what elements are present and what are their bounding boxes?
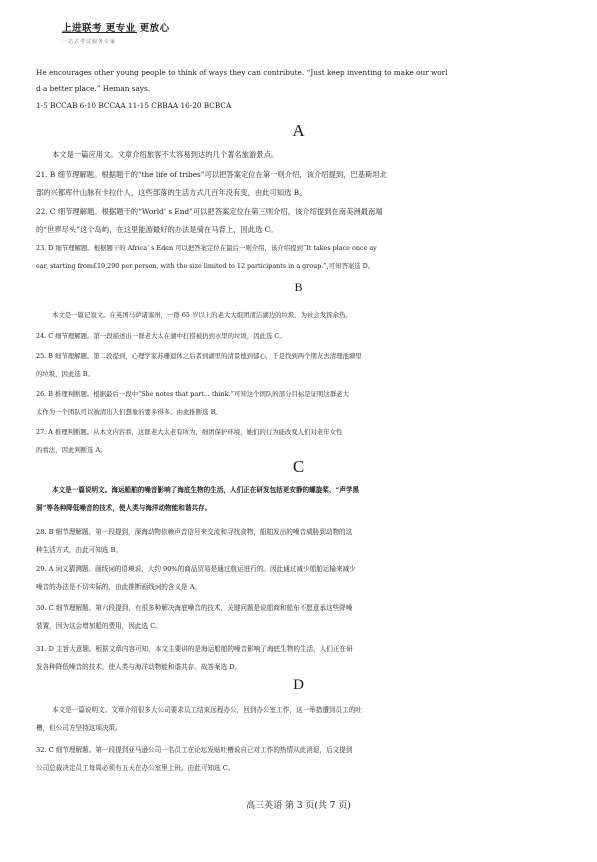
answer-line: 30. C 细节理解题。第六段提到，有很多种解决海底噪音的技术，关键问题是说船商和船东不愿意承这些降噪 <box>36 604 353 612</box>
section-summary: 本文是一篇说明文。文章介绍很多大公司要求员工结束远程办公，回到办公室工作，这一举措遭到员工的吐 <box>52 706 362 714</box>
answer-line: 26. B 推理判断题。根据最后一段中“She notes that part... think.”可知这个团队的部分目标是证明这群老大 <box>36 390 349 398</box>
answer-line: 部的兴都库什山脉有卡拉什人，这些部落的生活方式几百年没有变，由此可知选 B。 <box>36 188 307 197</box>
answer-line: 32. C 细节理解题。第一段提到亚马逊公司一名员工在论坛发贴吐槽说自己对工作的热情从此消退，后文提到 <box>36 746 353 754</box>
answer-line: 噪音的办法是不切实际的，由此推断画线词的含义是 A。 <box>36 583 202 591</box>
section-summary: 本文是一篇说明文。海运船舶的噪音影响了海底生物的生活，人们正在研发包括更安静的螺旋桨、“声学黑 <box>52 486 360 494</box>
answer-line: 太作为一个团队可以被清出人们想象的要多得多。由此推断选 B。 <box>36 408 222 416</box>
answer-line: 29. A 词义猜测题。画线词的语境说，大约 90%的商品贸易是通过航运进行的。因此通过减少船舶运输来减少 <box>36 565 356 573</box>
section-summary: 洞”等各种降低噪音的技术，使人类与海洋动物能和谐共存。 <box>36 504 212 512</box>
section-summary: 本文是一篇记叙文。在英国马萨诸塞州，一群 65 岁以上的老大大组团清洁湖边的垃圾，为社会发挥余热。 <box>52 311 352 319</box>
section-summary: 槽，但公司方坚持这项决策。 <box>36 724 122 732</box>
header-rule <box>62 32 137 33</box>
answer-line: ear, starting from£19,290 per person, with the size limited to 12 participants in a group.”,可知答案选 D。 <box>36 262 375 270</box>
answer-line: 装置，因为这会增加船的费用，因此选 C。 <box>36 622 162 630</box>
answer-line: 21. B 细节理解题。根据题干的“the life of tribes”可以把答案定位在第一则介绍，该介绍提到，巴基斯坦北 <box>36 170 387 179</box>
page-footer: 高三英语 第 3 页(共 7 页) <box>246 801 351 811</box>
answer-line: 28. B 细节理解题。第一段提到，深海动物依赖声音信号来交流和寻找食物，船舶发出的噪音威胁到动物的这 <box>36 528 353 536</box>
header-subtitle: 一站式考试服务专家 <box>62 39 117 45</box>
answer-line: 25. B 细节理解题。第二段提到，心理学家苏珊退休之后者到湖里的清景德到郁心，于是找到两个朋友去清理池塘里 <box>36 352 362 360</box>
answer-line: 种生活方式，由此可知选 B。 <box>36 546 123 554</box>
answer-line: 的看法，因此判断选 A。 <box>36 446 107 454</box>
answer-line: 23. D 细节理解题。根据题干的 Africa’ s Eden 可以把答案定位在最后一则介绍，该介绍提到“It takes place once ay <box>36 244 377 252</box>
header-title: 上进联考 更专业 更放心 <box>62 23 170 34</box>
intro-line: d a better place.” Heman says. <box>36 84 151 93</box>
section-heading-c: C <box>292 457 305 476</box>
section-summary: 本文是一篇应用文。文章介绍旅客不太容易到达的几个著名旅游景点。 <box>52 150 279 159</box>
answer-line: 的垃圾，因此选 B。 <box>36 370 94 378</box>
answer-line: 31. D 主旨大意题。根据文章内容可知，本文主要讲的是海运船舶的噪音影响了海底生物的生活，人们正在研 <box>36 645 353 653</box>
answer-line: 发各种降低噪音的技术，使人类与海洋动物能和谐共存。故答案选 D。 <box>36 663 242 671</box>
answer-line: 27. A 推理判断题。从本文内容看，这群老大太老有所为，细团保护环境，她们的行为能改变人们对老年女性 <box>36 428 343 436</box>
section-heading-d: D <box>293 677 304 693</box>
section-heading-b: B <box>294 280 303 294</box>
intro-line: He encourages other young people to think of ways they can contribute. “Just keep inventing to make our worl <box>36 68 448 77</box>
section-heading-a: A <box>292 121 305 140</box>
answer-line: 24. C 细节理解题。第一段描述出一群老大太在湖中打捞被扔到水里的垃圾，因此选 C。 <box>36 332 286 340</box>
answer-line: 公司总裁决定员工每周必须有五天在办公室里上班。由此可知选 C。 <box>36 764 235 772</box>
answer-line: 22. C 细节理解题。根据题干的“World’ s End”可以把答案定位在第三则介绍，该介绍提到在南美洲最南端 <box>36 207 383 216</box>
answer-line: 的“世界尽头”这个岛屿，在这里能游最好的办法是骑在马背上，因此选 C。 <box>36 225 278 234</box>
answer-key: 1-5 BCCAB 6-10 BCCAA 11-15 CBBAA 16-20 BCBCA <box>36 101 232 110</box>
